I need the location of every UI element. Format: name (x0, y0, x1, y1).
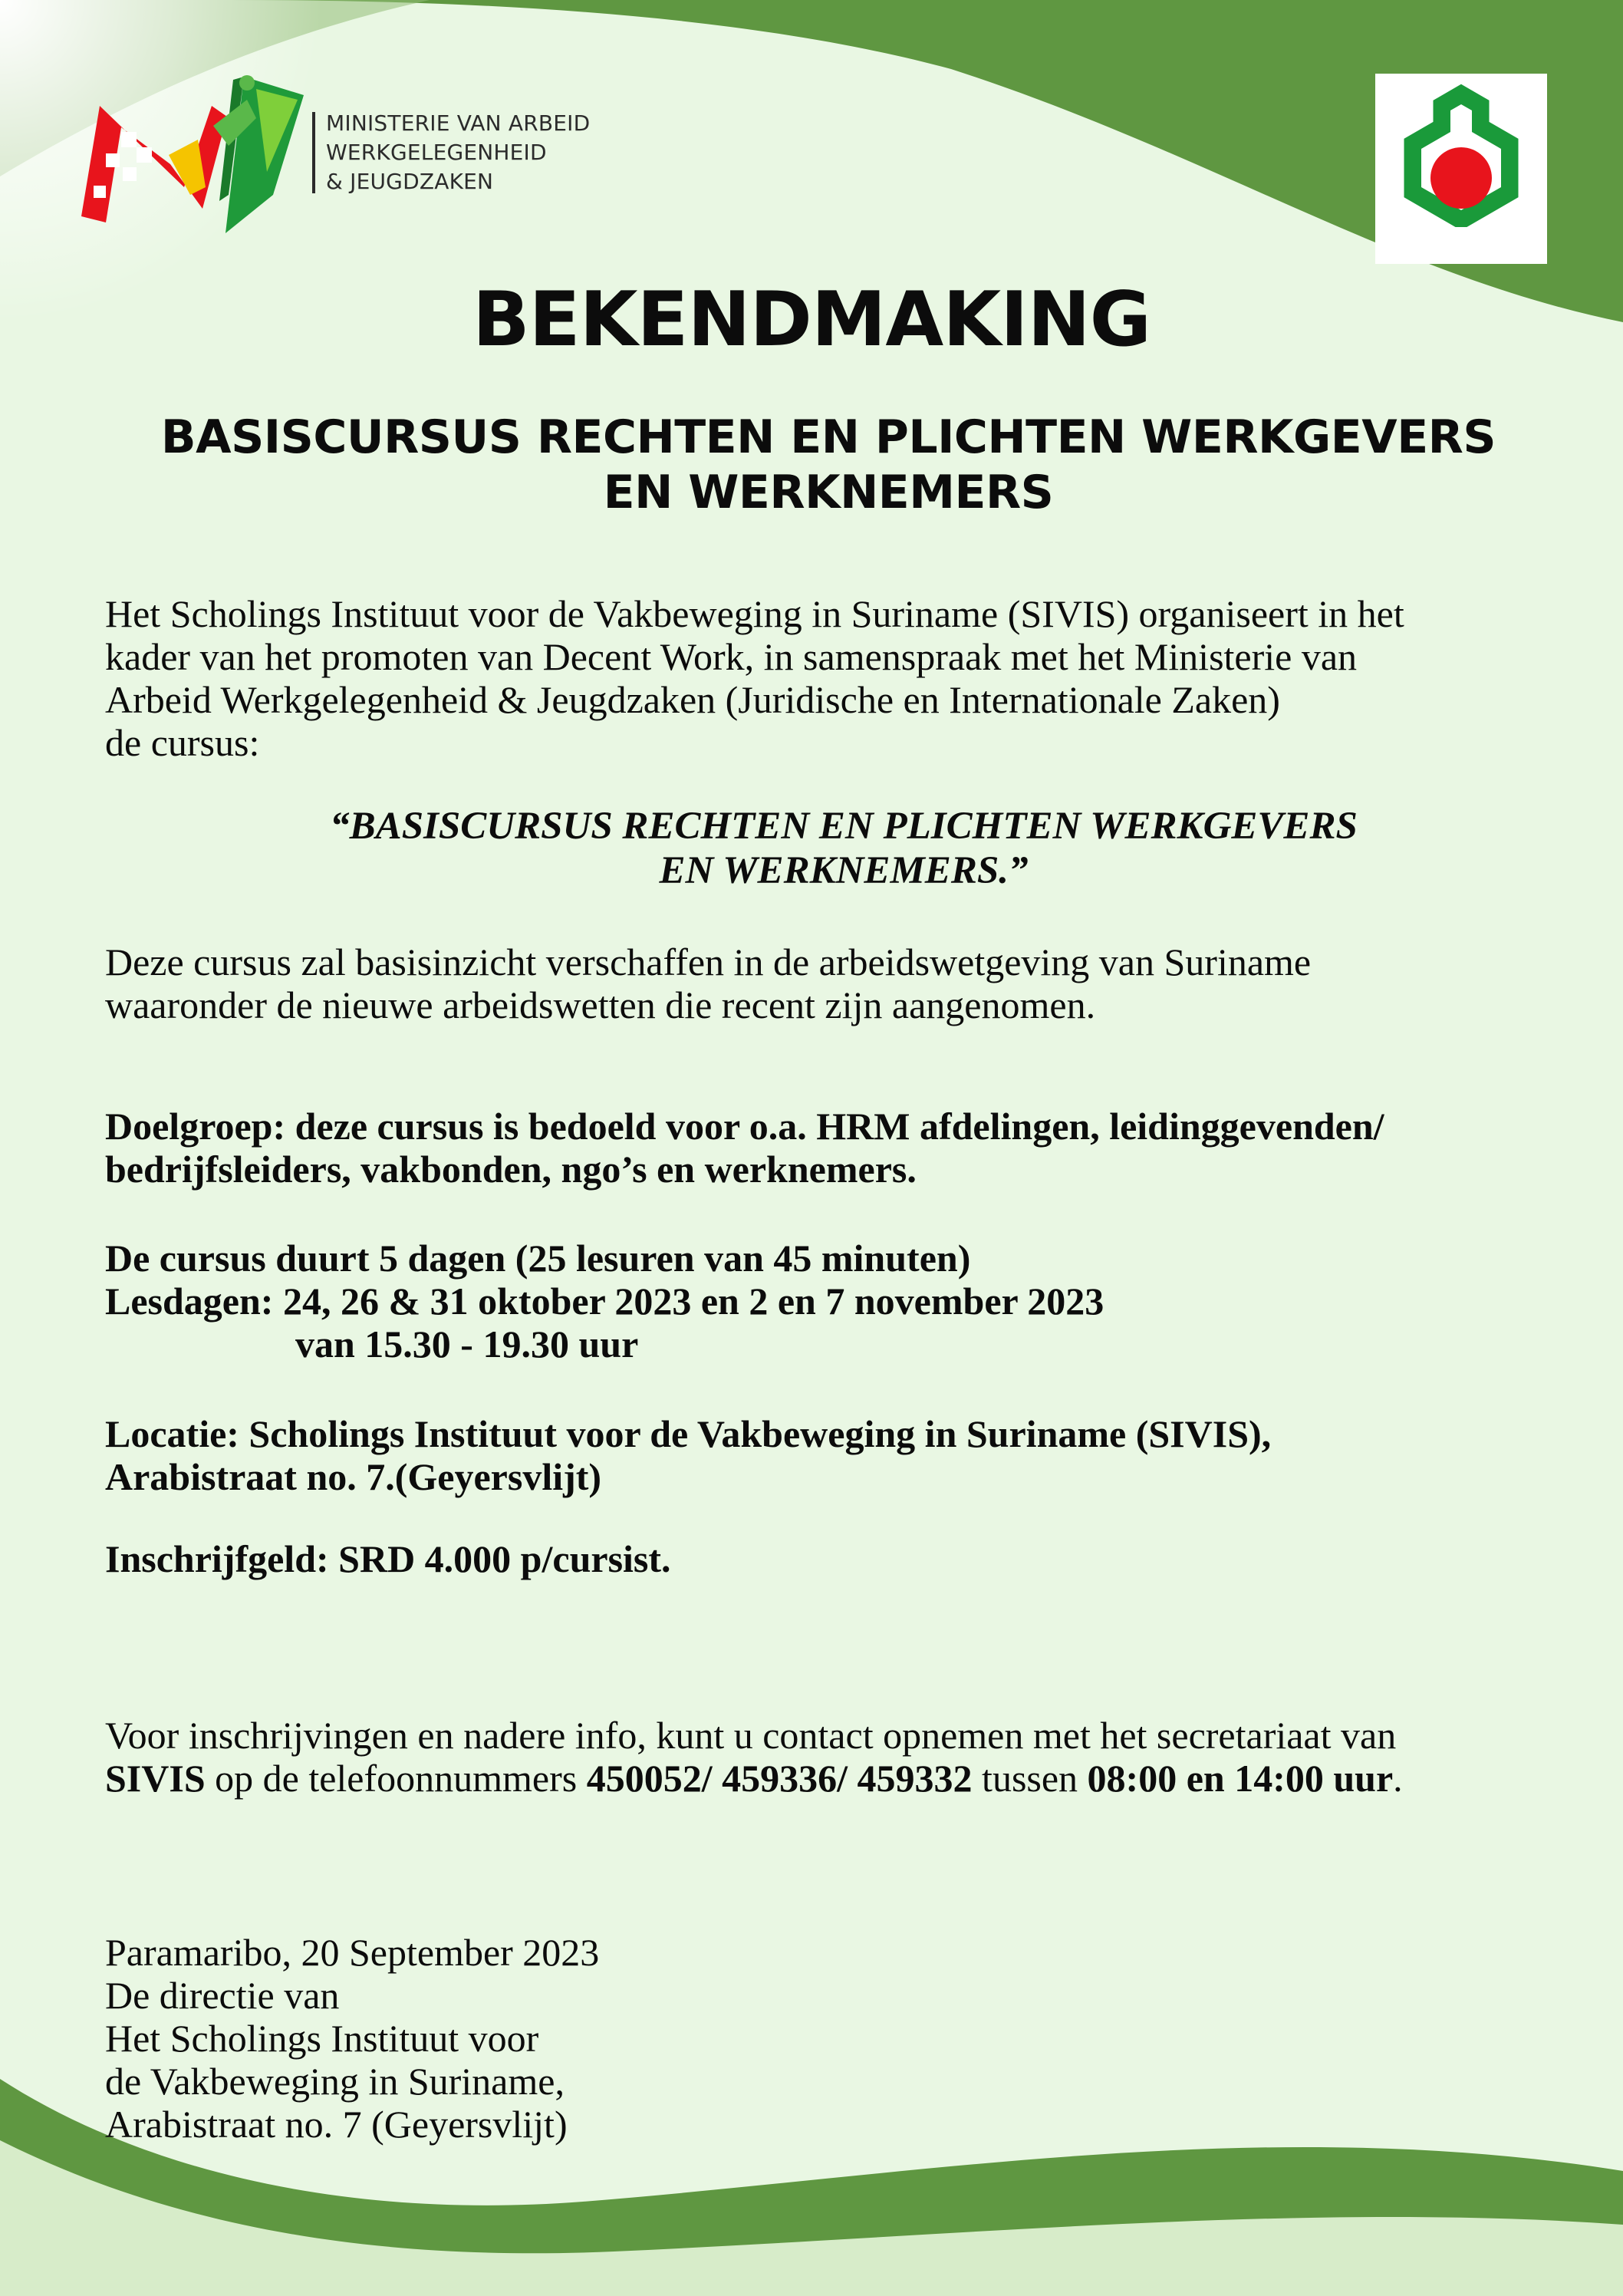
page-subtitle (107, 410, 1549, 520)
contact-end: . (1393, 1757, 1403, 1800)
ministry-name-line: & JEUGDZAKEN (326, 169, 494, 194)
sivis-logo-icon (1375, 74, 1547, 264)
location-line: Locatie: Scholings Instituut voor de Vakbeweging in Suriname (SIVIS), (105, 1412, 1272, 1455)
ministry-name (326, 109, 648, 196)
intro-line: de cursus: (105, 721, 260, 764)
description-paragraph (105, 940, 1562, 1026)
course-name-quote (107, 804, 1580, 893)
contact-line (105, 1757, 1562, 1800)
signoff-line: Het Scholings Instituut voor (105, 2017, 539, 2060)
lesson-hours-line: van 15.30 - 19.30 uur (295, 1323, 639, 1365)
course-name-line: EN WERKNEMERS.” (659, 849, 1029, 892)
ministry-name-line: MINISTERIE VAN ARBEID (326, 110, 591, 136)
duration-line: De cursus duurt 5 dagen (25 lesuren van 45 minuten) (105, 1237, 971, 1280)
ministry-logo-divider (312, 112, 315, 193)
signoff-line: De directie van (105, 1974, 340, 2017)
location-line: Arabistraat no. 7.(Geyersvlijt) (105, 1455, 602, 1498)
target-line: bedrijfsleiders, vakbonden, ngo’s en werknemers. (105, 1148, 917, 1191)
subtitle-line: BASISCURSUS RECHTEN EN PLICHTEN WERKGEVERS (160, 410, 1496, 464)
signoff (105, 1931, 1562, 2146)
contact-hours-prefix: tussen (972, 1757, 1088, 1800)
intro-paragraph (105, 592, 1562, 764)
target-line: Doelgroep: deze cursus is bedoeld voor o.a. HRM afdelingen, leidinggevenden/ (105, 1105, 1384, 1148)
signoff-line: Arabistraat no. 7 (Geyersvlijt) (105, 2103, 568, 2146)
page-title: BEKENDMAKING (472, 276, 1151, 364)
contact-org: SIVIS (105, 1757, 206, 1800)
target-group (105, 1105, 1562, 1191)
intro-line: Arbeid Werkgelegenheid & Jeugdzaken (Juridische en Internationale Zaken) (105, 678, 1280, 721)
registration-fee (105, 1537, 1562, 1580)
fee-line: Inschrijfgeld: SRD 4.000 p/cursist. (105, 1537, 671, 1580)
course-name-line: “BASISCURSUS RECHTEN EN PLICHTEN WERKGEVERS (330, 805, 1358, 848)
signoff-line: de Vakbeweging in Suriname, (105, 2060, 565, 2103)
course-schedule (105, 1237, 1562, 1365)
contact-phones: 450052/ 459336/ 459332 (586, 1757, 973, 1800)
intro-line: kader van het promoten van Decent Work, in samenspraak met het Ministerie van (105, 635, 1358, 678)
contact-hours: 08:00 en 14:00 uur (1087, 1757, 1394, 1800)
description-line: Deze cursus zal basisinzicht verschaffen in de arbeidswetgeving van Suriname (105, 940, 1312, 983)
intro-line: Het Scholings Instituut voor de Vakbeweging in Suriname (SIVIS) organiseert in het (105, 592, 1404, 635)
contact-line: Voor inschrijvingen en nadere info, kunt u contact opnemen met het secretariaat van (105, 1714, 1397, 1757)
signoff-line: Paramaribo, 20 September 2023 (105, 1931, 600, 1974)
contact-phones-prefix: op de telefoonnummers (205, 1757, 587, 1800)
ministry-logo-icon (75, 72, 321, 241)
ministry-name-line: WERKGELEGENHEID (326, 140, 547, 165)
location (105, 1412, 1562, 1498)
contact-info (105, 1714, 1562, 1800)
description-line: waaronder de nieuwe arbeidswetten die recent zijn aangenomen. (105, 983, 1096, 1026)
subtitle-line: EN WERKNEMERS (603, 466, 1054, 519)
lesson-days-line: Lesdagen: 24, 26 & 31 oktober 2023 en 2 en 7 november 2023 (105, 1280, 1104, 1323)
